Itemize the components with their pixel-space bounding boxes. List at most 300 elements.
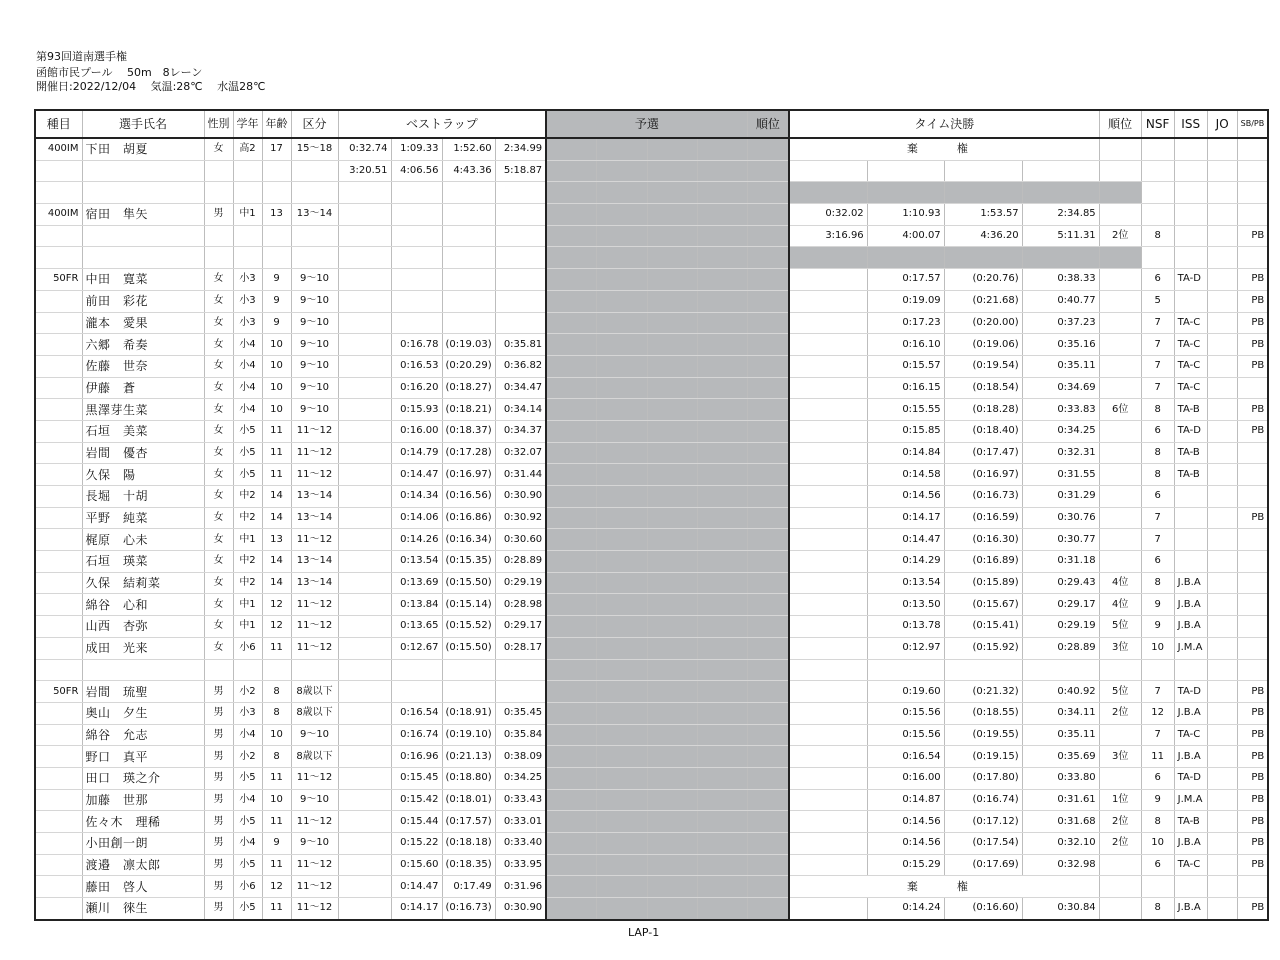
best-lap-cell [391, 269, 442, 291]
swimmer-name: 黒澤芽生菜 [82, 399, 204, 421]
jo-cell [1207, 334, 1237, 356]
swimmer-name [82, 160, 204, 182]
iss-cell: TA-C [1174, 724, 1207, 746]
prelim-cell [596, 290, 647, 312]
col-prelim-rank: 順位 [747, 110, 789, 138]
best-lap-cell: (0:18.18) [442, 833, 495, 855]
best-lap-cell: 0:33.43 [495, 789, 546, 811]
sbpb-cell [1237, 377, 1268, 399]
table-row [35, 420, 1268, 442]
final-time-cell [1022, 160, 1099, 182]
final-time-cell [789, 160, 867, 182]
prelim-cell [647, 789, 697, 811]
event-cell: 50FR [35, 681, 82, 703]
final-rank-cell: 2位 [1099, 811, 1141, 833]
jo-cell [1207, 898, 1237, 920]
empty-cell [1141, 659, 1174, 681]
prelim-cell [647, 616, 697, 638]
jo-cell [1207, 420, 1237, 442]
prelim-cell [546, 637, 596, 659]
final-time-cell: 0:30.76 [1022, 507, 1099, 529]
prelim-cell [596, 420, 647, 442]
final-time-cell: 0:34.69 [1022, 377, 1099, 399]
best-lap-cell: 0:35.81 [495, 334, 546, 356]
event-cell [35, 160, 82, 182]
best-lap-cell [338, 767, 391, 789]
age-cell: 17 [262, 138, 291, 160]
nsf-cell: 7 [1141, 312, 1174, 334]
division-cell: 9〜10 [291, 833, 338, 855]
final-time-cell [789, 702, 867, 724]
best-lap-cell: 1:09.33 [391, 138, 442, 160]
final-time-cell: 0:32.98 [1022, 854, 1099, 876]
prelim-cell [546, 225, 596, 247]
event-cell [35, 442, 82, 464]
final-rank-cell [1099, 377, 1141, 399]
final-time-cell: (0:19.15) [944, 746, 1022, 768]
best-lap-cell [338, 225, 391, 247]
prelim-cell [697, 312, 747, 334]
table-row [35, 833, 1268, 855]
final-time-cell [789, 247, 867, 269]
best-lap-cell: 0:30.92 [495, 507, 546, 529]
best-lap-cell: (0:17.28) [442, 442, 495, 464]
prelim-cell [596, 616, 647, 638]
prelim-cell [697, 724, 747, 746]
final-rank-cell [1099, 551, 1141, 573]
age-cell: 9 [262, 312, 291, 334]
prelim-cell [546, 572, 596, 594]
final-time-cell [789, 486, 867, 508]
final-time-cell: 0:33.80 [1022, 767, 1099, 789]
grade-cell [233, 160, 262, 182]
table-row [35, 334, 1268, 356]
age-cell: 11 [262, 854, 291, 876]
division-cell: 9〜10 [291, 399, 338, 421]
prelim-rank-cell [747, 225, 789, 247]
prelim-rank-cell [747, 898, 789, 920]
best-lap-cell: (0:15.52) [442, 616, 495, 638]
event-cell [35, 355, 82, 377]
final-time-cell: 0:14.29 [867, 551, 944, 573]
final-time-cell [867, 182, 944, 204]
final-time-cell [789, 681, 867, 703]
division-cell: 11〜12 [291, 616, 338, 638]
col-best-lap: ベストラップ [338, 110, 546, 138]
best-lap-cell: 5:18.87 [495, 160, 546, 182]
iss-cell: TA-B [1174, 464, 1207, 486]
nsf-cell: 8 [1141, 572, 1174, 594]
jo-cell [1207, 138, 1237, 160]
prelim-cell [647, 399, 697, 421]
prelim-cell [546, 160, 596, 182]
sex-cell: 男 [204, 789, 233, 811]
best-lap-cell: 0:33.40 [495, 833, 546, 855]
prelim-cell [647, 572, 697, 594]
prelim-cell [647, 681, 697, 703]
age-cell: 9 [262, 833, 291, 855]
event-cell [35, 637, 82, 659]
age-cell: 11 [262, 442, 291, 464]
iss-cell [1174, 876, 1207, 898]
prelim-cell [596, 204, 647, 226]
prelim-cell [647, 247, 697, 269]
final-time-cell [789, 290, 867, 312]
final-time-cell [789, 529, 867, 551]
sex-cell: 女 [204, 616, 233, 638]
nsf-cell: 8 [1141, 225, 1174, 247]
jo-cell [1207, 486, 1237, 508]
iss-cell [1174, 551, 1207, 573]
best-lap-cell: 0:34.14 [495, 399, 546, 421]
final-time-cell: 0:35.69 [1022, 746, 1099, 768]
prelim-cell [697, 746, 747, 768]
final-time-cell: 0:35.16 [1022, 334, 1099, 356]
final-rank-cell: 2位 [1099, 702, 1141, 724]
best-lap-cell: 0:15.60 [391, 854, 442, 876]
age-cell: 14 [262, 572, 291, 594]
jo-cell [1207, 616, 1237, 638]
swimmer-name: 平野 純菜 [82, 507, 204, 529]
final-time-cell: (0:17.80) [944, 767, 1022, 789]
event-cell [35, 486, 82, 508]
final-rank-cell: 5位 [1099, 616, 1141, 638]
prelim-rank-cell [747, 138, 789, 160]
prelim-cell [546, 269, 596, 291]
final-time-cell: (0:20.00) [944, 312, 1022, 334]
sbpb-cell: PB [1237, 702, 1268, 724]
best-lap-cell [495, 204, 546, 226]
swimmer-name: 中田 寛菜 [82, 269, 204, 291]
age-cell: 14 [262, 486, 291, 508]
sbpb-cell: PB [1237, 269, 1268, 291]
iss-cell: TA-C [1174, 377, 1207, 399]
swimmer-name [82, 225, 204, 247]
division-cell: 9〜10 [291, 724, 338, 746]
prelim-cell [697, 269, 747, 291]
final-time-cell: 2:34.85 [1022, 204, 1099, 226]
division-cell: 9〜10 [291, 290, 338, 312]
best-lap-cell [338, 182, 391, 204]
final-rank-cell: 2位 [1099, 833, 1141, 855]
best-lap-cell: (0:18.27) [442, 377, 495, 399]
empty-cell [291, 182, 338, 204]
best-lap-cell [338, 811, 391, 833]
prelim-cell [697, 399, 747, 421]
swimmer-name: 綿谷 心和 [82, 594, 204, 616]
results-table [34, 109, 1269, 921]
sbpb-cell: PB [1237, 724, 1268, 746]
table-row [35, 377, 1268, 399]
event-cell [35, 746, 82, 768]
final-time-cell: 3:16.96 [789, 225, 867, 247]
best-lap-cell [495, 247, 546, 269]
prelim-cell [647, 833, 697, 855]
best-lap-cell [338, 269, 391, 291]
prelim-cell [546, 204, 596, 226]
best-lap-cell: 0:14.79 [391, 442, 442, 464]
best-lap-cell [338, 204, 391, 226]
final-rank-cell [1099, 486, 1141, 508]
prelim-cell [647, 138, 697, 160]
jo-cell [1207, 681, 1237, 703]
table-row [35, 399, 1268, 421]
final-rank-cell [1099, 160, 1141, 182]
prelim-cell [546, 312, 596, 334]
final-time-cell: (0:15.41) [944, 616, 1022, 638]
sex-cell: 男 [204, 833, 233, 855]
grade-cell: 小4 [233, 399, 262, 421]
final-time-cell [789, 789, 867, 811]
final-time-cell: 0:15.55 [867, 399, 944, 421]
best-lap-cell [442, 269, 495, 291]
swimmer-name: 加藤 世那 [82, 789, 204, 811]
best-lap-cell: (0:20.29) [442, 355, 495, 377]
nsf-cell: 7 [1141, 529, 1174, 551]
best-lap-cell [338, 334, 391, 356]
best-lap-cell [495, 681, 546, 703]
empty-cell [1207, 659, 1237, 681]
final-time-cell: 0:14.17 [867, 507, 944, 529]
final-time-cell: (0:17.69) [944, 854, 1022, 876]
nsf-cell: 6 [1141, 551, 1174, 573]
col-jo: JO [1207, 110, 1237, 138]
event-cell [35, 334, 82, 356]
final-time-cell: 0:31.29 [1022, 486, 1099, 508]
nsf-cell: 9 [1141, 616, 1174, 638]
swimmer-name: 伊藤 蒼 [82, 377, 204, 399]
best-lap-cell: 0:28.98 [495, 594, 546, 616]
table-row [35, 290, 1268, 312]
nsf-cell: 7 [1141, 507, 1174, 529]
prelim-cell [596, 225, 647, 247]
iss-cell: J.B.A [1174, 898, 1207, 920]
prelim-cell [647, 637, 697, 659]
iss-cell: TA-D [1174, 681, 1207, 703]
age-cell: 12 [262, 616, 291, 638]
jo-cell [1207, 312, 1237, 334]
prelim-cell [697, 464, 747, 486]
empty-cell [82, 247, 204, 269]
table-row [35, 724, 1268, 746]
event-cell [35, 833, 82, 855]
final-time-cell [1099, 247, 1141, 269]
iss-cell [1174, 290, 1207, 312]
prelim-cell [647, 204, 697, 226]
prelim-rank-cell [747, 507, 789, 529]
table-spacer-row [35, 182, 1268, 204]
best-lap-cell: 0:16.53 [391, 355, 442, 377]
best-lap-cell: 0:29.19 [495, 572, 546, 594]
jo-cell [1207, 746, 1237, 768]
prelim-cell [647, 486, 697, 508]
division-cell: 11〜12 [291, 767, 338, 789]
final-time-cell [789, 724, 867, 746]
sbpb-cell: PB [1237, 334, 1268, 356]
best-lap-cell: 0:38.09 [495, 746, 546, 768]
prelim-rank-cell [747, 290, 789, 312]
best-lap-cell [495, 182, 546, 204]
prelim-cell [697, 637, 747, 659]
prelim-rank-cell [747, 204, 789, 226]
prelim-cell [647, 767, 697, 789]
best-lap-cell: (0:18.80) [442, 767, 495, 789]
prelim-cell [647, 507, 697, 529]
sbpb-cell: PB [1237, 312, 1268, 334]
final-time-cell [944, 247, 1022, 269]
age-cell: 14 [262, 551, 291, 573]
best-lap-cell: 0:34.37 [495, 420, 546, 442]
prelim-cell [596, 312, 647, 334]
final-time-cell [789, 659, 867, 681]
final-time-cell: 0:35.11 [1022, 724, 1099, 746]
prelim-cell [546, 616, 596, 638]
jo-cell [1207, 767, 1237, 789]
best-lap-cell [338, 529, 391, 551]
event-cell [35, 594, 82, 616]
final-time-cell: (0:16.59) [944, 507, 1022, 529]
nsf-cell: 9 [1141, 594, 1174, 616]
empty-cell [1141, 247, 1174, 269]
sbpb-cell [1237, 551, 1268, 573]
nsf-cell: 7 [1141, 724, 1174, 746]
prelim-cell [697, 160, 747, 182]
final-rank-cell [1099, 334, 1141, 356]
col-name: 選手氏名 [82, 110, 204, 138]
prelim-cell [546, 442, 596, 464]
age-cell: 8 [262, 746, 291, 768]
sbpb-cell: PB [1237, 420, 1268, 442]
final-rank-cell [1099, 138, 1141, 160]
sex-cell: 女 [204, 637, 233, 659]
iss-cell: TA-D [1174, 767, 1207, 789]
grade-cell: 小5 [233, 854, 262, 876]
best-lap-cell: (0:17.57) [442, 811, 495, 833]
final-time-cell: (0:15.89) [944, 572, 1022, 594]
final-time-cell: 0:28.89 [1022, 637, 1099, 659]
event-cell: 50FR [35, 269, 82, 291]
division-cell: 11〜12 [291, 898, 338, 920]
prelim-cell [596, 681, 647, 703]
prelim-cell [546, 138, 596, 160]
final-dropped-label: 棄 権 [789, 138, 1099, 160]
iss-cell [1174, 138, 1207, 160]
best-lap-cell [338, 312, 391, 334]
prelim-cell [697, 702, 747, 724]
final-time-cell: (0:19.54) [944, 355, 1022, 377]
best-lap-cell: 0:16.54 [391, 702, 442, 724]
final-time-cell: 0:30.77 [1022, 529, 1099, 551]
grade-cell: 中1 [233, 594, 262, 616]
final-time-cell [789, 637, 867, 659]
sex-cell [204, 160, 233, 182]
prelim-cell [697, 225, 747, 247]
age-cell: 11 [262, 637, 291, 659]
table-spacer-row [35, 160, 1268, 182]
prelim-rank-cell [747, 811, 789, 833]
age-cell [262, 160, 291, 182]
final-time-cell [1022, 247, 1099, 269]
final-time-cell [789, 420, 867, 442]
best-lap-cell: 0:15.22 [391, 833, 442, 855]
prelim-cell [647, 269, 697, 291]
prelim-cell [647, 420, 697, 442]
prelim-rank-cell [747, 551, 789, 573]
iss-cell: TA-B [1174, 399, 1207, 421]
grade-cell: 小4 [233, 377, 262, 399]
best-lap-cell: 0:34.25 [495, 767, 546, 789]
final-time-cell [789, 551, 867, 573]
table-spacer-row [35, 225, 1268, 247]
best-lap-cell: 0:14.26 [391, 529, 442, 551]
best-lap-cell: (0:18.35) [442, 854, 495, 876]
prelim-rank-cell [747, 377, 789, 399]
division-cell: 11〜12 [291, 637, 338, 659]
col-final-time: タイム決勝 [789, 110, 1099, 138]
col-age: 年齢 [262, 110, 291, 138]
col-final-rank: 順位 [1099, 110, 1141, 138]
best-lap-cell: (0:16.97) [442, 464, 495, 486]
final-time-cell: 0:15.56 [867, 724, 944, 746]
prelim-cell [697, 334, 747, 356]
final-time-cell [1099, 659, 1141, 681]
final-time-cell [789, 464, 867, 486]
empty-cell [233, 659, 262, 681]
prelim-cell [546, 767, 596, 789]
prelim-rank-cell [747, 334, 789, 356]
sbpb-cell: PB [1237, 290, 1268, 312]
swimmer-name: 山西 杏弥 [82, 616, 204, 638]
swimmer-name: 長堀 十胡 [82, 486, 204, 508]
swimmer-name: 奥山 夕生 [82, 702, 204, 724]
age-cell: 11 [262, 464, 291, 486]
jo-cell [1207, 507, 1237, 529]
event-cell [35, 811, 82, 833]
col-sex: 性別 [204, 110, 233, 138]
final-time-cell [789, 811, 867, 833]
sex-cell: 女 [204, 399, 233, 421]
empty-cell [291, 247, 338, 269]
swimmer-name: 宿田 隼矢 [82, 204, 204, 226]
table-row [35, 854, 1268, 876]
best-lap-cell: 0:30.90 [495, 486, 546, 508]
final-dropped-label: 棄 権 [789, 876, 1099, 898]
division-cell: 8歳以下 [291, 681, 338, 703]
prelim-cell [546, 334, 596, 356]
sex-cell: 女 [204, 572, 233, 594]
age-cell: 8 [262, 702, 291, 724]
grade-cell: 小5 [233, 767, 262, 789]
final-time-cell: 0:16.15 [867, 377, 944, 399]
grade-cell: 小2 [233, 681, 262, 703]
final-time-cell: (0:16.97) [944, 464, 1022, 486]
empty-cell [262, 182, 291, 204]
final-time-cell [789, 616, 867, 638]
swimmer-name: 瀬川 徠生 [82, 898, 204, 920]
prelim-cell [697, 789, 747, 811]
prelim-cell [596, 377, 647, 399]
final-time-cell: 0:15.56 [867, 702, 944, 724]
prelim-cell [546, 659, 596, 681]
sbpb-cell: PB [1237, 898, 1268, 920]
jo-cell [1207, 442, 1237, 464]
event-cell [35, 377, 82, 399]
prelim-rank-cell [747, 312, 789, 334]
final-time-cell [789, 312, 867, 334]
age-cell: 9 [262, 269, 291, 291]
prelim-rank-cell [747, 854, 789, 876]
best-lap-cell: 0:16.78 [391, 334, 442, 356]
